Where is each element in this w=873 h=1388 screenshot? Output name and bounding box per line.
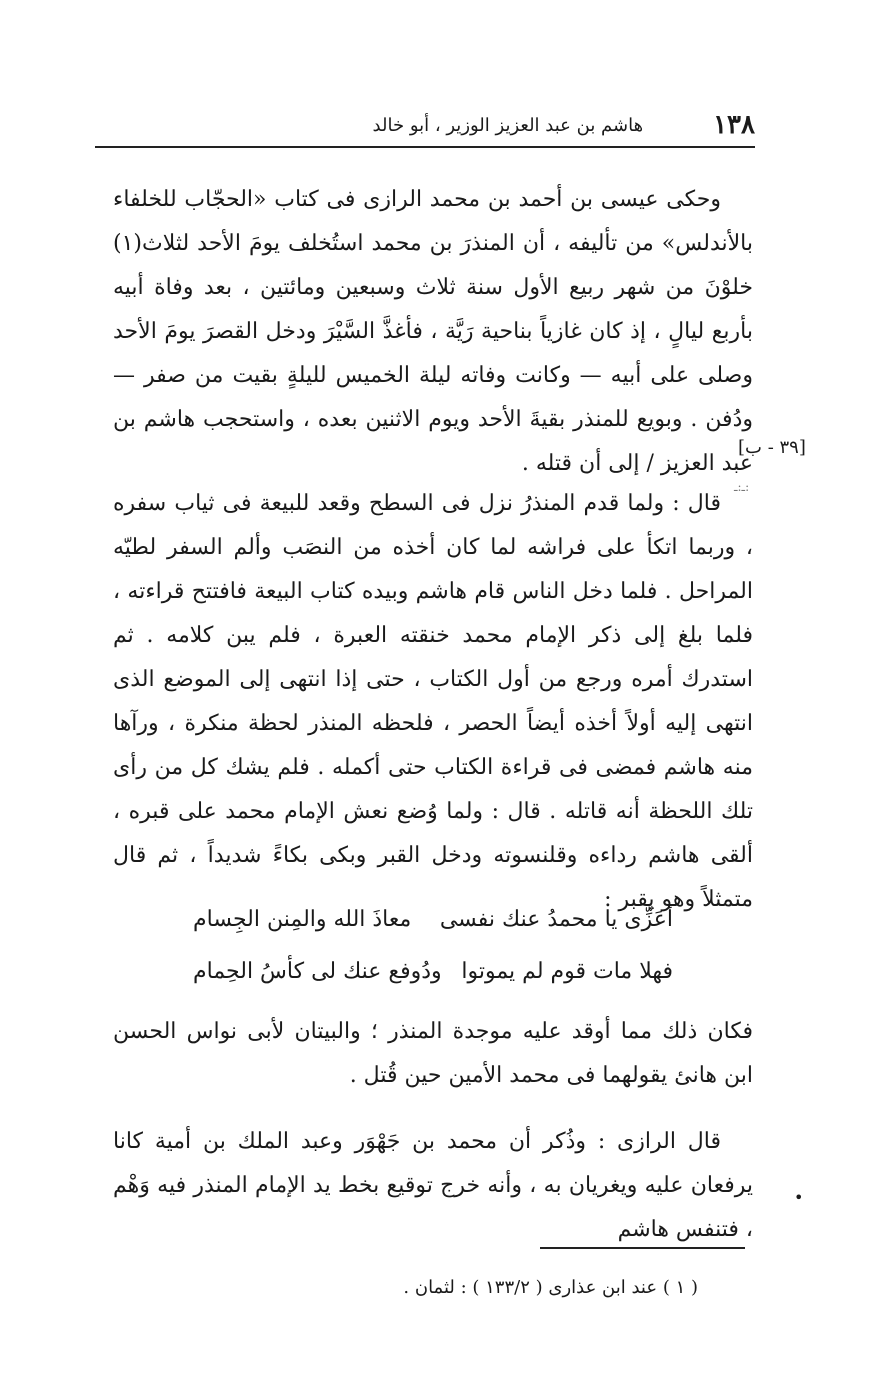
paragraph-1 — [113, 178, 753, 486]
header-divider — [95, 146, 755, 148]
paragraph-text: قال : ولما قدم المنذرُ نزل فى السطح وقعد للبيعة فى ثياب سفره ، وربما اتكأ على فراشه لما كان أخذه من النصَب وألم السفر لطيّه المراحل . فلما دخل الناس قام هاشم وبيده كتاب البيعة فافتتح قراءته ، فلما بلغ إلى ذكر الإمام محمد خنقته العبرة ، فلم يبن كلامه . ثم استدرك أمره ورجع من أول الكتاب ، حتى إذا انتهى إلى الموضع الذى انتهى إليه أولاً أخذه أيضاً الحصر ، فلحظه المنذر لحظة منكرة ، ورآها منه هاشم فمضى فى قراءة الكتاب حتى أكمله . فلم يشك كل من رأى تلك اللحظة أنه قاتله . قال : ولما وُضع نعش الإمام محمد على قبره ، ألقى هاشم رداءه وقلنسوته ودخل القبر وبكى بكاءً شديداً ، ثم قال متمثلاً وهو يقبر : — [113, 491, 753, 912]
stray-marks: ـ:ـ: — [734, 480, 750, 494]
footnote-divider — [540, 1247, 745, 1249]
stray-dot: • — [794, 1188, 804, 1207]
page-header — [95, 108, 755, 142]
verse-line — [193, 946, 673, 998]
paragraph-4 — [113, 1120, 753, 1252]
verse-hemistich-first: أعَزِّى يا محمدُ عنك نفسى — [439, 907, 673, 932]
verse-line — [193, 894, 673, 946]
paragraph-2 — [113, 482, 753, 922]
verse-hemistich-first: فهلا مات قوم لم يموتوا — [461, 959, 673, 984]
paragraph-text: فكان ذلك مما أوقد عليه موجدة المنذر ؛ والبيتان لأبى نواس الحسن ابن هانئ يقولهما فى محمد الأمين حين قُتل . — [113, 1019, 753, 1088]
paragraph-text: قال الرازى : وذُكر أن محمد بن جَهْوَر وعبد الملك بن أمية كانا يرفعان عليه ويغريان به ، وأنه خرج توقيع بخط يد الإمام المنذر فيه وَهْم ، فتنفس هاشم — [113, 1129, 753, 1242]
poem-verses — [193, 894, 673, 998]
page-number: ١٣٨ — [713, 110, 755, 140]
footnote: ( ١ ) عند ابن عذارى ( ١٣٣/٢ ) : لثمان . — [403, 1277, 698, 1298]
running-title: هاشم بن عبد العزيز الوزير ، أبو خالد — [372, 114, 644, 136]
verse-hemistich-second: ودُوفع عنك لى كأسُ الحِمام — [193, 959, 442, 984]
paragraph-text: وحكى عيسى بن أحمد بن محمد الرازى فى كتاب «الحجّاب للخلفاء بالأندلس» من تأليفه ، أن المنذرَ بن محمد استُخلف يومَ الأحد لثلاث(١) خلوْنَ من شهر ربيع الأول سنة ثلاث وسبعين ومائتين ، بعد وفاة أبيه بأربع ليالٍ ، إذ كان غازياً بناحية رَيَّة ، فأغذَّ السَّيْرَ ودخل القصرَ يومَ الأحد وصلى على أبيه — وكانت وفاته ليلة الخميس لليلةٍ بقيت من صفر — ودُفن . وبويع للمنذر بقيةَ الأحد ويوم الاثنين بعده ، واستحجب هاشم بن عبد العزيز / إلى أن قتله . — [113, 187, 753, 476]
verse-hemistich-second: معاذَ الله والمِنن الجِسام — [193, 907, 412, 932]
margin-folio-note: [٣٩ - ب] — [738, 437, 806, 458]
paragraph-3 — [113, 1010, 753, 1098]
